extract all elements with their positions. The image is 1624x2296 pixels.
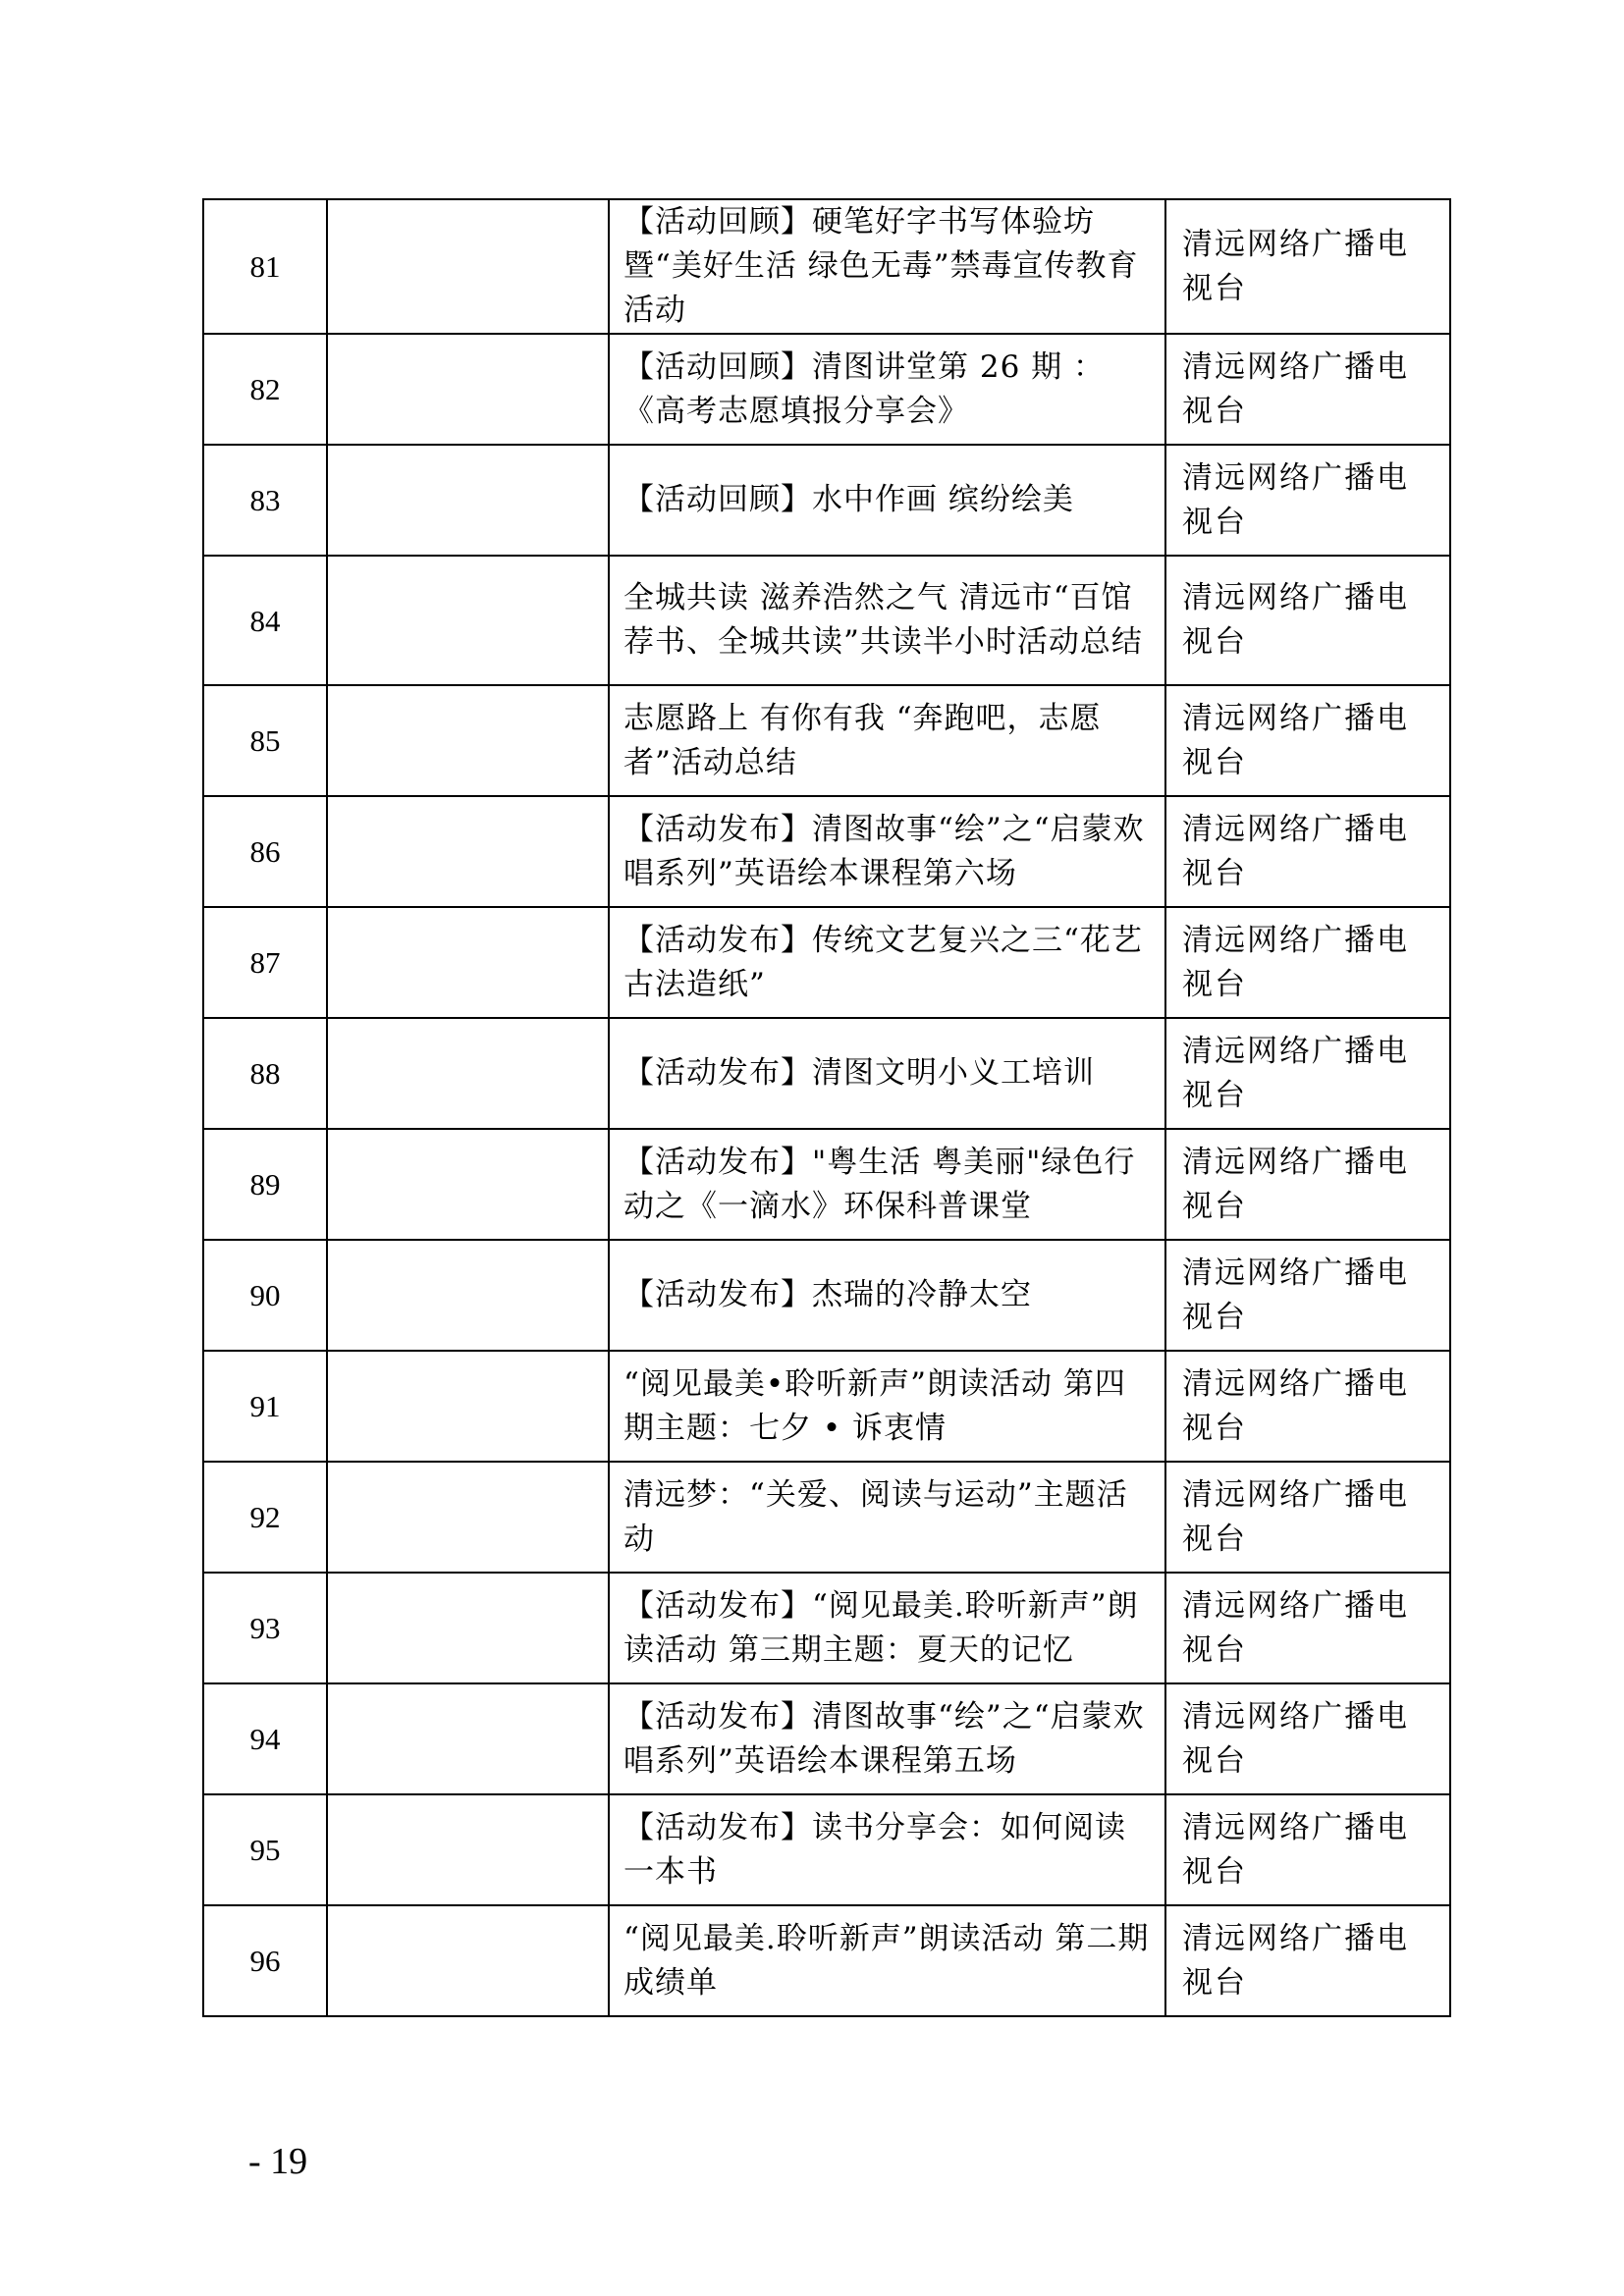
table-row (203, 685, 1450, 796)
row-number-cell: 90 (203, 1240, 327, 1351)
title-cell: 全城共读 滋养浩然之气 清远市“百馆荐书、全城共读”共读半小时活动总结 (609, 556, 1165, 685)
table-row (203, 1018, 1450, 1129)
table-row (203, 1240, 1450, 1351)
source-cell: 清远网络广播电视台 (1165, 445, 1450, 556)
title-cell: 【活动回顾】清图讲堂第 26 期 ：《高考志愿填报分享会》 (609, 334, 1165, 445)
blank-cell (327, 1573, 609, 1683)
row-number-cell: 89 (203, 1129, 327, 1240)
table-row (203, 199, 1450, 334)
blank-cell (327, 1794, 609, 1905)
title-cell: 【活动发布】“阅见最美.聆听新声”朗读活动 第三期主题：夏天的记忆 (609, 1573, 1165, 1683)
source-cell: 清远网络广播电视台 (1165, 334, 1450, 445)
source-cell: 清远网络广播电视台 (1165, 685, 1450, 796)
title-cell: 【活动发布】清图故事“绘”之“启蒙欢唱系列”英语绘本课程第五场 (609, 1683, 1165, 1794)
blank-cell (327, 1905, 609, 2016)
table-row (203, 796, 1450, 907)
row-number-cell: 85 (203, 685, 327, 796)
row-number-cell: 94 (203, 1683, 327, 1794)
activity-table (202, 198, 1451, 2017)
table-row (203, 1573, 1450, 1683)
title-cell: “阅见最美.聆听新声”朗读活动 第二期成绩单 (609, 1905, 1165, 2016)
blank-cell (327, 1129, 609, 1240)
blank-cell (327, 445, 609, 556)
table-row (203, 1462, 1450, 1573)
table-row (203, 1905, 1450, 2016)
table-row (203, 334, 1450, 445)
source-cell: 清远网络广播电视台 (1165, 556, 1450, 685)
title-cell: “阅见最美•聆听新声”朗读活动 第四期主题：七夕 • 诉衷情 (609, 1351, 1165, 1462)
blank-cell (327, 1351, 609, 1462)
blank-cell (327, 556, 609, 685)
table-row (203, 1129, 1450, 1240)
row-number-cell: 88 (203, 1018, 327, 1129)
row-number-cell: 86 (203, 796, 327, 907)
title-cell: 志愿路上 有你有我 “奔跑吧，志愿者”活动总结 (609, 685, 1165, 796)
title-cell: 【活动发布】清图故事“绘”之“启蒙欢唱系列”英语绘本课程第六场 (609, 796, 1165, 907)
title-cell: 【活动发布】读书分享会：如何阅读一本书 (609, 1794, 1165, 1905)
source-cell: 清远网络广播电视台 (1165, 1573, 1450, 1683)
title-cell: 【活动发布】杰瑞的冷静太空 (609, 1240, 1165, 1351)
table-body (203, 199, 1450, 2016)
source-cell: 清远网络广播电视台 (1165, 1129, 1450, 1240)
source-cell: 清远网络广播电视台 (1165, 1905, 1450, 2016)
row-number-cell: 95 (203, 1794, 327, 1905)
table-row (203, 1351, 1450, 1462)
title-cell: 【活动发布】传统文艺复兴之三“花艺古法造纸” (609, 907, 1165, 1018)
row-number-cell: 91 (203, 1351, 327, 1462)
blank-cell (327, 1018, 609, 1129)
row-number-cell: 96 (203, 1905, 327, 2016)
row-number-cell: 84 (203, 556, 327, 685)
table-row (203, 907, 1450, 1018)
table-row (203, 445, 1450, 556)
row-number-cell: 92 (203, 1462, 327, 1573)
title-cell: 【活动发布】"粤生活 粤美丽"绿色行动之《一滴水》环保科普课堂 (609, 1129, 1165, 1240)
blank-cell (327, 1240, 609, 1351)
source-cell: 清远网络广播电视台 (1165, 1351, 1450, 1462)
table-row (203, 1683, 1450, 1794)
blank-cell (327, 334, 609, 445)
blank-cell (327, 907, 609, 1018)
source-cell: 清远网络广播电视台 (1165, 1018, 1450, 1129)
blank-cell (327, 1683, 609, 1794)
blank-cell (327, 685, 609, 796)
title-cell: 清远梦：“关爱、阅读与运动”主题活动 (609, 1462, 1165, 1573)
page-number: - 19 (248, 2141, 308, 2182)
source-cell: 清远网络广播电视台 (1165, 1683, 1450, 1794)
table-row (203, 1794, 1450, 1905)
source-cell: 清远网络广播电视台 (1165, 1794, 1450, 1905)
row-number-cell: 83 (203, 445, 327, 556)
row-number-cell: 82 (203, 334, 327, 445)
row-number-cell: 87 (203, 907, 327, 1018)
blank-cell (327, 1462, 609, 1573)
row-number-cell: 93 (203, 1573, 327, 1683)
blank-cell (327, 199, 609, 334)
title-cell: 【活动回顾】水中作画 缤纷绘美 (609, 445, 1165, 556)
source-cell: 清远网络广播电视台 (1165, 1240, 1450, 1351)
source-cell: 清远网络广播电视台 (1165, 796, 1450, 907)
title-cell: 【活动回顾】硬笔好字书写体验坊暨“美好生活 绿色无毒”禁毒宣传教育活动 (609, 199, 1165, 334)
title-cell: 【活动发布】清图文明小义工培训 (609, 1018, 1165, 1129)
table-row (203, 556, 1450, 685)
source-cell: 清远网络广播电视台 (1165, 907, 1450, 1018)
source-cell: 清远网络广播电视台 (1165, 1462, 1450, 1573)
blank-cell (327, 796, 609, 907)
source-cell: 清远网络广播电视台 (1165, 199, 1450, 334)
row-number-cell: 81 (203, 199, 327, 334)
